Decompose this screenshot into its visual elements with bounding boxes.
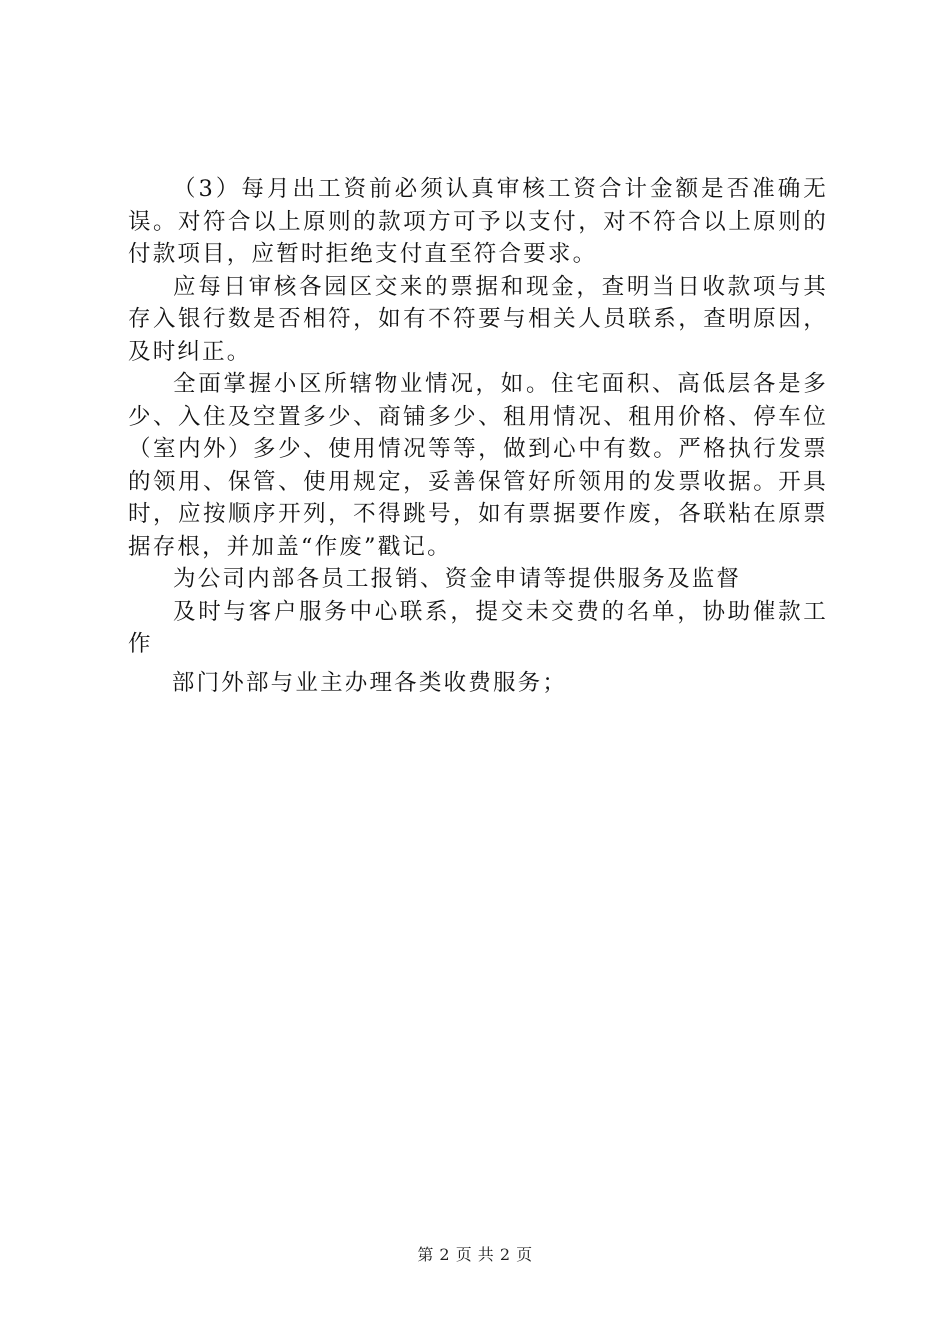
paragraph-property-overview: 全面掌握小区所辖物业情况，如。住宅面积、高低层各是多少、入住及空置多少、商铺多少、租用情况、租用价格、停车位（室内外）多少、使用情况等等，做到心中有数。严格执行发票的领用、保管、使用规定，妥善保管好所领用的发票收据。开具时，应按顺序开列，不得跳号，如有票据要作废，各联粘在原票据存根，并加盖“作废”戳记。 xyxy=(128,371,828,560)
page-footer: 第 2 页 共 2 页 xyxy=(417,1245,533,1264)
document-body xyxy=(128,173,828,699)
paragraph-customer-service: 及时与客户服务中心联系，提交未交费的名单，协助催款工作 xyxy=(128,598,828,657)
paragraph-external-fees: 部门外部与业主办理各类收费服务； xyxy=(171,669,568,696)
paragraph-salary-review: （3）每月出工资前必须认真审核工资合计金额是否准确无误。对符合以上原则的款项方可予以支付，对不符合以上原则的付款项目，应暂时拒绝支付直至符合要求。 xyxy=(128,176,828,267)
paragraph-reimbursement: 为公司内部各员工报销、资金申请等提供服务及监督 xyxy=(173,566,742,592)
paragraph-daily-audit: 应每日审核各园区交来的票据和现金，查明当日收款项与其存入银行数是否相符，如有不符要与相关人员联系，查明原因，及时纠正。 xyxy=(128,273,828,365)
